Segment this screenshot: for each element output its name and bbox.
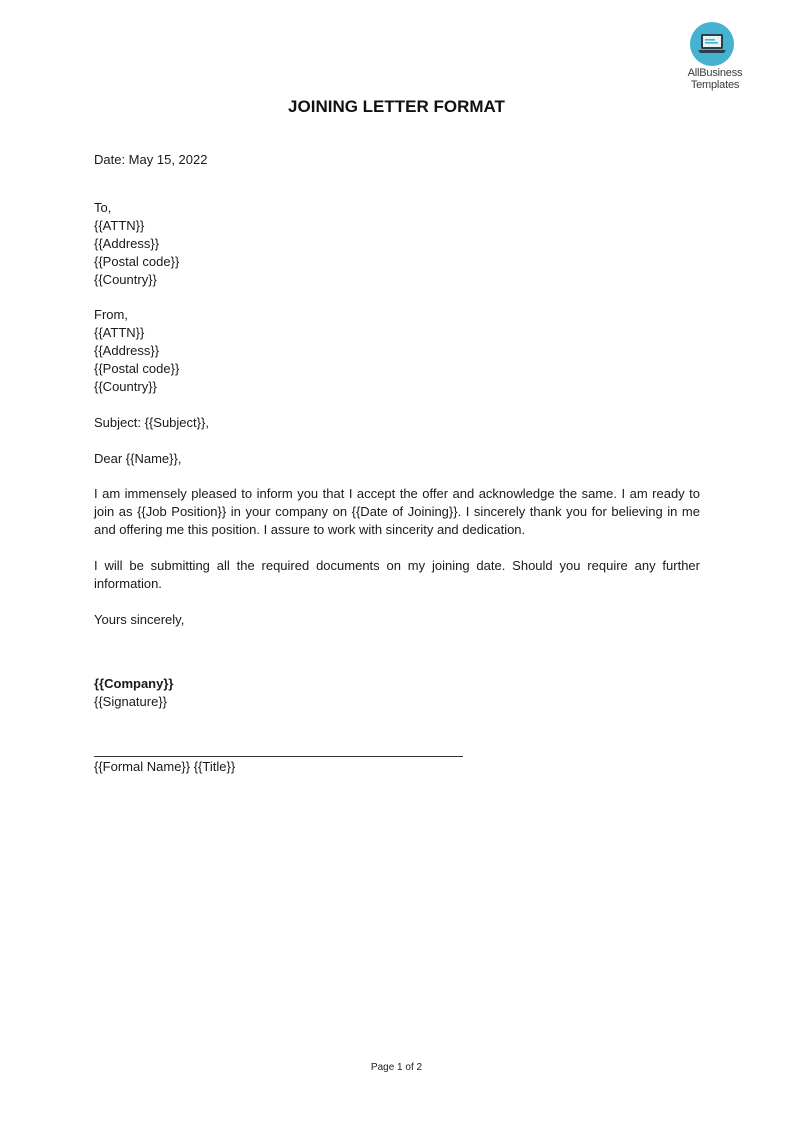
to-address: {{Address}} bbox=[94, 236, 160, 251]
subject-line bbox=[94, 414, 700, 432]
salutation-text: Dear {{Name}}, bbox=[94, 451, 182, 466]
from-attn: {{ATTN}} bbox=[94, 325, 145, 340]
salutation bbox=[94, 450, 700, 468]
from-postal-code: {{Postal code}} bbox=[94, 361, 180, 376]
to-postal-code: {{Postal code}} bbox=[94, 254, 180, 269]
closing bbox=[94, 611, 700, 629]
to-block bbox=[94, 199, 700, 289]
date-line bbox=[94, 151, 700, 169]
brand-name bbox=[680, 67, 750, 91]
page-number: Page 1 of 2 bbox=[370, 1062, 423, 1073]
to-country: {{Country}} bbox=[94, 272, 157, 287]
formal-name-block bbox=[94, 758, 700, 776]
brand-line-1: AllBusiness bbox=[687, 67, 743, 79]
document-title: JOINING LETTER FORMAT bbox=[288, 97, 505, 116]
signature-placeholder: {{Signature}} bbox=[94, 694, 168, 709]
closing-text: Yours sincerely, bbox=[94, 612, 185, 627]
to-attn: {{ATTN}} bbox=[94, 218, 145, 233]
company-name: {{Company}} bbox=[94, 676, 174, 691]
date-text: Date: May 15, 2022 bbox=[94, 152, 208, 167]
paragraph-1-text: I am immensely pleased to inform you that I accept the offer and acknowledge the same. I am ready to join as {{Job Position}} in your company on {{Date of Joining}}. I sincerely thank you for believing in me and offering me this position. I assure to work with sincerity and dedication. bbox=[94, 486, 700, 537]
from-label: From, bbox=[94, 307, 128, 322]
from-block bbox=[94, 306, 700, 396]
paragraph-1 bbox=[94, 485, 700, 539]
from-address: {{Address}} bbox=[94, 343, 160, 358]
brand-logo bbox=[680, 22, 750, 94]
signature-line bbox=[94, 756, 463, 757]
paragraph-2-text: I will be submitting all the required documents on my joining date. Should you require any further information. bbox=[94, 558, 700, 591]
to-label: To, bbox=[94, 200, 112, 215]
from-country: {{Country}} bbox=[94, 379, 157, 394]
laptop-icon bbox=[690, 22, 734, 66]
subject-text: Subject: {{Subject}}, bbox=[94, 415, 209, 430]
signature-block bbox=[94, 675, 700, 711]
paragraph-2 bbox=[94, 557, 700, 593]
formal-name-title: {{Formal Name}} {{Title}} bbox=[94, 759, 236, 774]
brand-line-2: Templates bbox=[690, 79, 740, 91]
